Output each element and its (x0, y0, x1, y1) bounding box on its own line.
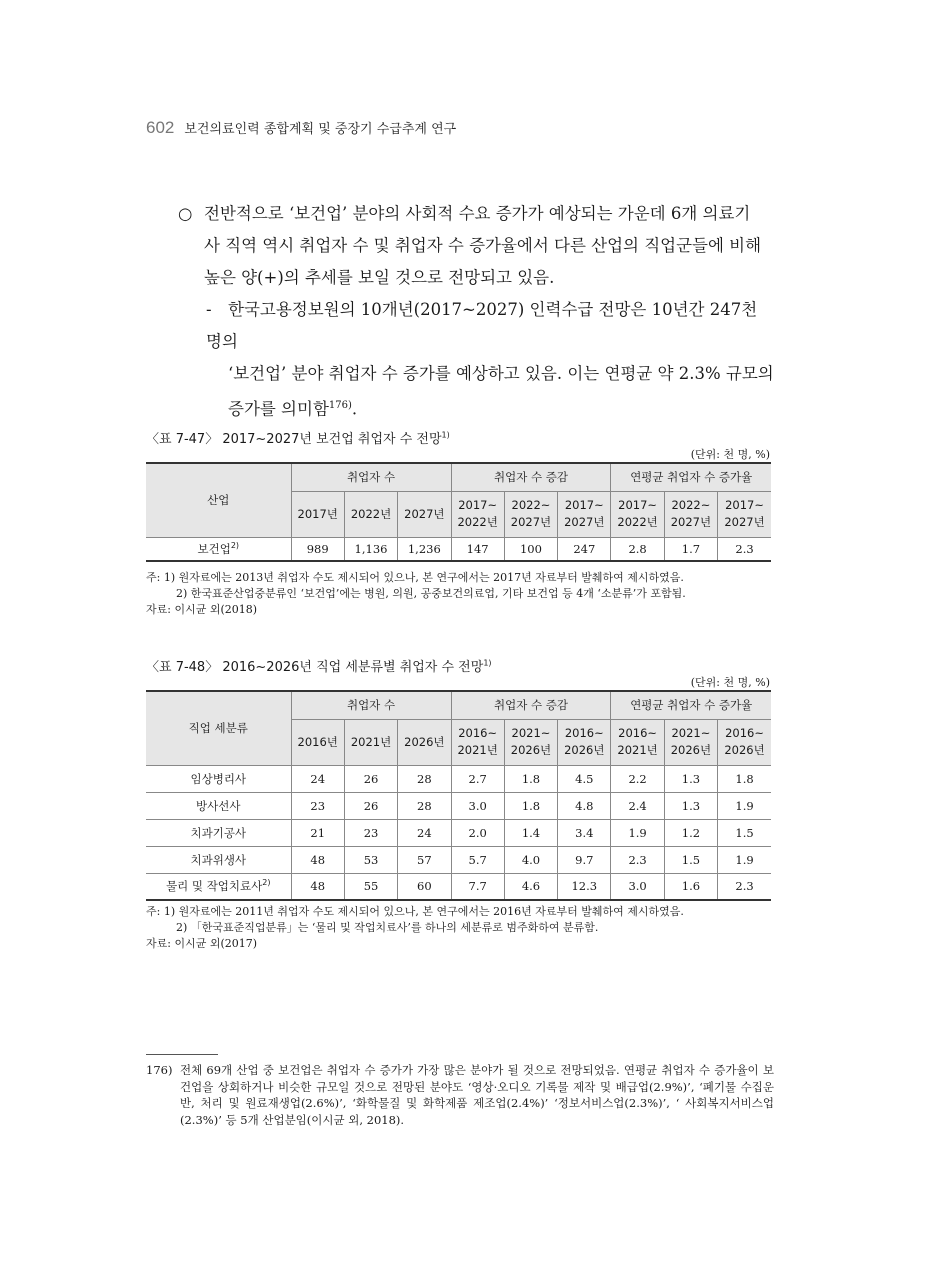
table-7-48-caption: 〈표 7-48〉 2016~2026년 직업 세분류별 취업자 수 전망$^{1)}$ (146, 658, 492, 675)
group-header-growth: 연평균 취업자 수 증가율 (611, 463, 771, 491)
cell: 1.9 (718, 846, 771, 873)
table-7-47-unit: (단위: 천 명, %) (690, 448, 770, 461)
cell: 23 (344, 819, 397, 846)
cell: 989 (291, 537, 344, 561)
cell: 57 (398, 846, 451, 873)
sub-header: 2017~ 2027년 (718, 491, 771, 537)
cell: 28 (398, 792, 451, 819)
running-header (146, 118, 456, 138)
sub-header: 2022~ 2027년 (664, 491, 717, 537)
cell: 26 (344, 765, 397, 792)
cell: 12.3 (558, 873, 611, 900)
note-line: 2) 한국표준산업중분류인 ‘보건업’에는 병원, 의원, 공중보건의료업, 기타 보건업 등 4개 ‘소분류’가 포함됨. (176, 587, 686, 600)
cell: 3.4 (558, 819, 611, 846)
cell: 2.3 (718, 873, 771, 900)
row-label: 물리 및 작업치료사$^{2)}$ (146, 873, 291, 900)
cell: 4.6 (504, 873, 557, 900)
row-label: 치과위생사 (146, 846, 291, 873)
table-7-48-notes (146, 904, 684, 952)
caption-superscript: 1) (483, 658, 492, 668)
dash-bullet-marker: - (206, 300, 212, 319)
circle-bullet-marker: ○ (178, 204, 193, 223)
cell: 2.4 (611, 792, 664, 819)
cell: 4.0 (504, 846, 557, 873)
cell: 1.7 (664, 537, 717, 561)
cell: 53 (344, 846, 397, 873)
cell: 1,236 (398, 537, 451, 561)
bullet2-line-1: 한국고용정보원의 10개년(2017~2027) 인력수급 전망은 10년간 247천 명의 (206, 300, 758, 351)
bullet-paragraph-2 (206, 294, 778, 426)
cell: 1.8 (718, 765, 771, 792)
table-row (146, 765, 771, 792)
group-header-employment: 취업자 수 (291, 691, 451, 719)
footnote-reference[interactable]: 176) (328, 400, 352, 411)
cell: 2.7 (451, 765, 504, 792)
row-label: 방사선사 (146, 792, 291, 819)
cell: 24 (291, 765, 344, 792)
cell: 60 (398, 873, 451, 900)
cell: 26 (344, 792, 397, 819)
cell: 4.5 (558, 765, 611, 792)
cell: 2.2 (611, 765, 664, 792)
cell: 2.3 (611, 846, 664, 873)
group-header-change: 취업자 수 증감 (451, 463, 611, 491)
book-title: 보건의료인력 종합계획 및 중장기 수급추계 연구 (184, 122, 457, 137)
cell: 1.3 (664, 792, 717, 819)
cell: 48 (291, 846, 344, 873)
footnote-176 (146, 1062, 774, 1128)
note-line: 주: 1) 원자료에는 2011년 취업자 수도 제시되어 있으나, 본 연구에서는 2016년 자료부터 발췌하여 제시하였음. (146, 905, 684, 918)
sub-header: 2016~ 2026년 (558, 719, 611, 765)
cell: 1.3 (664, 765, 717, 792)
sub-header: 2021년 (344, 719, 397, 765)
table-7-48-unit: (단위: 천 명, %) (690, 676, 770, 689)
sub-header: 2022년 (344, 491, 397, 537)
note-line: 주: 1) 원자료에는 2013년 취업자 수도 제시되어 있으나, 본 연구에서는 2017년 자료부터 발췌하여 제시하였음. (146, 571, 684, 584)
sub-header: 2017~ 2022년 (611, 491, 664, 537)
footnote-separator (146, 1054, 218, 1055)
cell: 3.0 (611, 873, 664, 900)
table-7-47 (146, 462, 771, 562)
group-header-growth: 연평균 취업자 수 증가율 (611, 691, 771, 719)
row-label: 보건업$^{2)}$ (146, 537, 291, 561)
cell: 23 (291, 792, 344, 819)
cell: 1.5 (718, 819, 771, 846)
page-number: 602 (146, 118, 175, 137)
sub-header: 2016년 (291, 719, 344, 765)
bullet1-line-3: 높은 양(+)의 추세를 보일 것으로 전망되고 있음. (204, 268, 555, 287)
table-row (146, 846, 771, 873)
sub-header: 2017~ 2022년 (451, 491, 504, 537)
cell: 4.8 (558, 792, 611, 819)
cell: 147 (451, 537, 504, 561)
source-line: 자료: 이시균 외(2018) (146, 603, 258, 616)
cell: 2.0 (451, 819, 504, 846)
cell: 28 (398, 765, 451, 792)
cell: 1.8 (504, 765, 557, 792)
table-7-47-caption: 〈표 7-47〉 2017~2027년 보건업 취업자 수 전망$^{1)}$ (146, 430, 450, 447)
cell: 9.7 (558, 846, 611, 873)
table-row (146, 537, 771, 561)
table-7-47-notes (146, 570, 686, 618)
caption-superscript: 1) (441, 430, 450, 440)
cell: 24 (398, 819, 451, 846)
cell: 48 (291, 873, 344, 900)
sub-header: 2021~ 2026년 (664, 719, 717, 765)
sub-header: 2026년 (398, 719, 451, 765)
note-line: 2) 「한국표준직업분류」는 ‘물리 및 작업치료사’를 하나의 세분류로 범주화하여 분류함. (176, 921, 599, 934)
cell: 1.8 (504, 792, 557, 819)
bullet2-line-end: . (351, 399, 358, 419)
cell: 21 (291, 819, 344, 846)
group-header-employment: 취업자 수 (291, 463, 451, 491)
cell: 1.9 (718, 792, 771, 819)
bullet2-line-3: 증가를 의미함 (228, 399, 329, 419)
cell: 1.2 (664, 819, 717, 846)
table-row (146, 819, 771, 846)
cell: 55 (344, 873, 397, 900)
table-7-48 (146, 690, 771, 901)
cell: 247 (558, 537, 611, 561)
cell: 7.7 (451, 873, 504, 900)
bullet1-line-2: 사 직역 역시 취업자 수 및 취업자 수 증가율에서 다른 산업의 직업군들에 비해 (204, 236, 762, 255)
cell: 3.0 (451, 792, 504, 819)
cell: 100 (504, 537, 557, 561)
footnote-number: 176) (146, 1063, 173, 1077)
group-header-change: 취업자 수 증감 (451, 691, 611, 719)
cell: 5.7 (451, 846, 504, 873)
cell: 1.6 (664, 873, 717, 900)
sub-header: 2016~ 2021년 (611, 719, 664, 765)
cell: 1.4 (504, 819, 557, 846)
sub-header: 2016~ 2021년 (451, 719, 504, 765)
cell: 2.8 (611, 537, 664, 561)
bullet1-line-1: 전반적으로 ‘보건업’ 분야의 사회적 수요 증가가 예상되는 가운데 6개 의료기 (204, 204, 751, 223)
sub-header: 2027년 (398, 491, 451, 537)
sub-header: 2021~ 2026년 (504, 719, 557, 765)
cell: 1,136 (344, 537, 397, 561)
row-label: 치과기공사 (146, 819, 291, 846)
footnote-text: 전체 69개 산업 중 보건업은 취업자 수 증가가 가장 많은 분야가 될 것으로 전망되었음. 연평균 취업자 수 증가율이 보건업을 상회하거나 비슷한 규모일 것으로 전망된 분야도 ‘영상·오디오 기록물 제작 및 배급업(2.9%)’, ‘폐기물 수집운반, 처리 및 원료재생업(2.6%)’, ‘화학물질 및 화학제품 제조업(2.4%)’ ‘정보서비스업(2.3%)’, ‘ 사회복지서비스업(2.3%)’ 등 5개 산업분임(이시균 외, 2018). (180, 1063, 774, 1127)
table-row (146, 792, 771, 819)
source-line: 자료: 이시균 외(2017) (146, 937, 258, 950)
row-label: 임상병리사 (146, 765, 291, 792)
cell: 1.9 (611, 819, 664, 846)
sub-header: 2017년 (291, 491, 344, 537)
row-header-cell: 직업 세분류 (146, 691, 291, 765)
bullet2-line-2: ‘보건업’ 분야 취업자 수 증가를 예상하고 있음. 이는 연평균 약 2.3% 규모의 (228, 364, 774, 383)
bullet-paragraph-1 (178, 198, 778, 294)
cell: 1.5 (664, 846, 717, 873)
cell: 2.3 (718, 537, 771, 561)
row-header-cell: 산업 (146, 463, 291, 537)
sub-header: 2016~ 2026년 (718, 719, 771, 765)
table-row (146, 873, 771, 900)
sub-header: 2017~ 2027년 (558, 491, 611, 537)
sub-header: 2022~ 2027년 (504, 491, 557, 537)
